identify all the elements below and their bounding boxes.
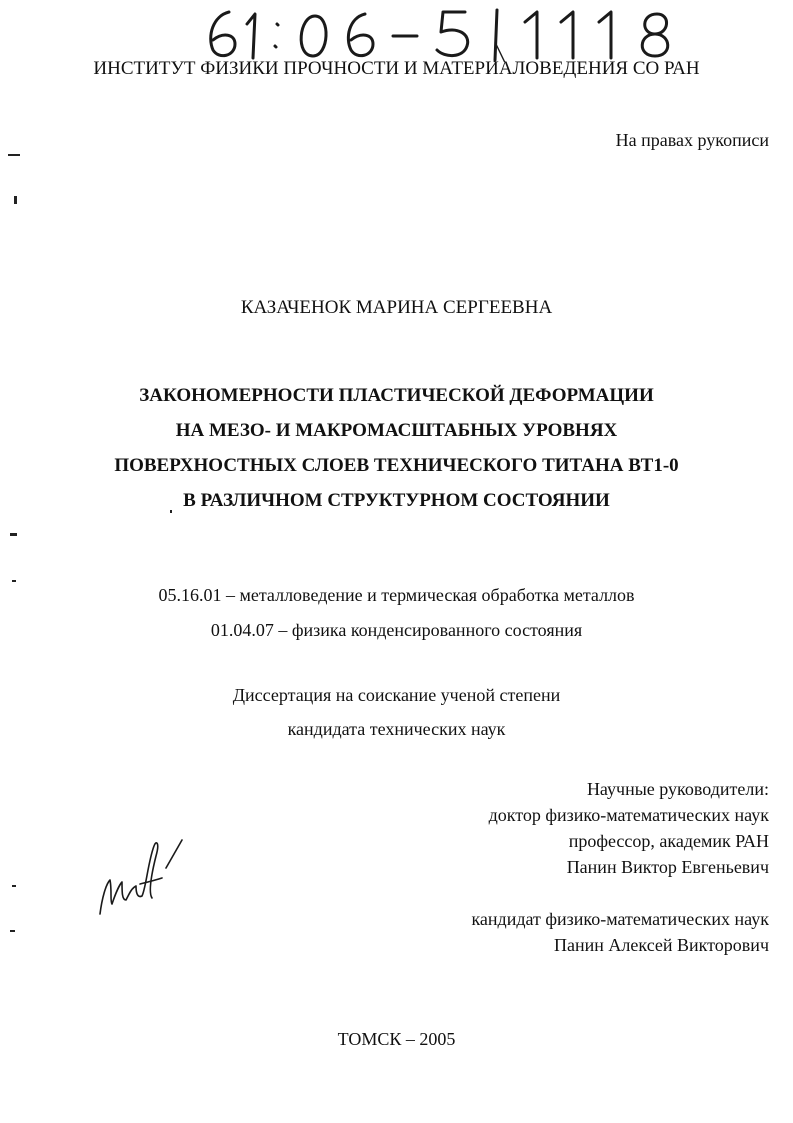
handwritten-archive-number: [195, 2, 715, 62]
scan-speck: [170, 510, 172, 513]
scan-speck: [10, 533, 17, 536]
advisor1-name: Панин Виктор Евгеньевич: [566, 857, 769, 877]
specialty-2: 01.04.07 – физика конденсированного состояния: [210, 620, 583, 640]
handwritten-signature: [92, 832, 187, 922]
manuscript-note: На правах рукописи: [615, 130, 769, 150]
thesis-title-line-4: В РАЗЛИЧНОМ СТРУКТУРНОМ СОСТОЯНИИ: [183, 490, 610, 511]
thesis-title-line-2: НА МЕЗО- И МАКРОМАСШТАБНЫХ УРОВНЯХ: [175, 420, 618, 441]
advisors-block: [489, 776, 769, 880]
city-year: ТОМСК – 2005: [337, 1029, 456, 1049]
thesis-title-line-1: ЗАКОНОМЕРНОСТИ ПЛАСТИЧЕСКОЙ ДЕФОРМАЦИИ: [139, 385, 654, 406]
advisors-heading: Научные руководители:: [586, 779, 769, 799]
thesis-title-line-3: ПОВЕРХНОСТНЫХ СЛОЕВ ТЕХНИЧЕСКОГО ТИТАНА ВТ1-0: [114, 455, 679, 476]
institute-name: ИНСТИТУТ ФИЗИКИ ПРОЧНОСТИ И МАТЕРИАЛОВЕДЕНИЯ СО РАН: [93, 58, 700, 79]
scan-speck: [14, 196, 17, 204]
scan-speck: [12, 580, 16, 582]
author-name: КАЗАЧЕНОК МАРИНА СЕРГЕЕВНА: [240, 297, 553, 318]
advisor2-degree: кандидат физико-математических наук: [471, 909, 769, 929]
specialty-1: 05.16.01 – металловедение и термическая обработка металлов: [158, 585, 635, 605]
advisor1-degree: доктор физико-математических наук: [488, 805, 769, 825]
degree-line-1: Диссертация на соискание ученой степени: [232, 685, 561, 705]
scan-speck: [12, 885, 16, 887]
advisor2-block: [471, 906, 769, 958]
advisor2-name: Панин Алексей Викторович: [554, 935, 769, 955]
scan-speck: [10, 930, 15, 932]
advisor1-title: профессор, академик РАН: [568, 831, 769, 851]
scan-speck: [8, 154, 20, 156]
degree-line-2: кандидата технических наук: [287, 719, 506, 739]
